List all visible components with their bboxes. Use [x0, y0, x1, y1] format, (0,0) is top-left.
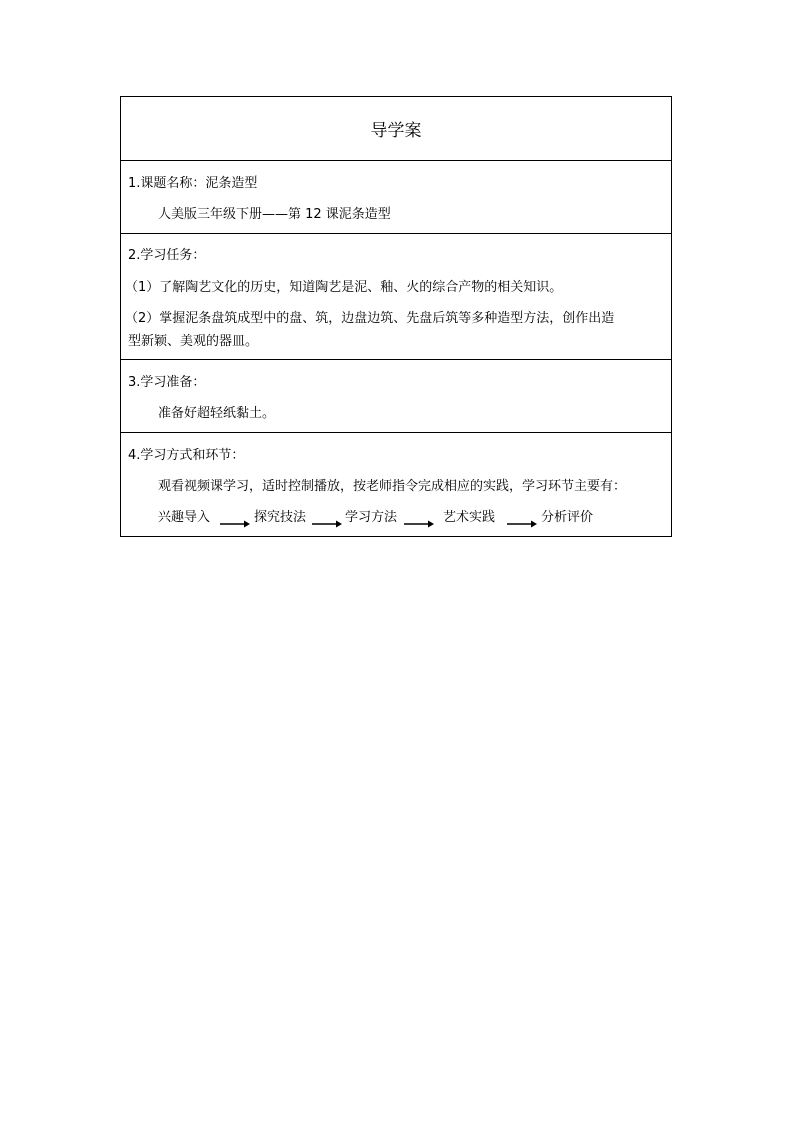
- page-title: 导学案: [370, 121, 422, 141]
- flow-step-5: 分析评价: [541, 510, 594, 525]
- method-line: 观看视频课学习，适时控制播放，按老师指令完成相应的实践，学习环节主要有：: [158, 479, 627, 494]
- section-preparation: [121, 359, 671, 432]
- section-topic: [121, 160, 671, 233]
- task-line-3: 型新颖、美观的器皿。: [128, 334, 259, 349]
- flow-step-1: 兴趣导入: [158, 510, 211, 525]
- flow-step-3: 学习方法: [345, 510, 398, 525]
- section-tasks: [121, 233, 671, 359]
- guide-table: [120, 96, 672, 537]
- title-row: [121, 97, 671, 160]
- task-line-1: （1）了解陶艺文化的历史，知道陶艺是泥、釉、火的综合产物的相关知识。: [125, 280, 563, 295]
- arrow-right-icon: [507, 519, 537, 529]
- arrow-right-icon: [220, 519, 250, 529]
- section-method: [121, 432, 671, 536]
- section-heading-topic: 1.课题名称：泥条造型: [128, 176, 258, 191]
- arrow-right-icon: [404, 519, 434, 529]
- section-heading-tasks: 2.学习任务：: [128, 248, 206, 263]
- section-heading-preparation: 3.学习准备：: [128, 375, 206, 390]
- task-line-2: （2）掌握泥条盘筑成型中的盘、筑，边盘边筑、先盘后筑等多种造型方法，创作出造: [125, 311, 615, 326]
- arrow-right-icon: [312, 519, 342, 529]
- flow-step-2: 探究技法: [254, 510, 307, 525]
- preparation-line: 准备好超轻纸黏土。: [158, 406, 276, 421]
- section-heading-method: 4.学习方式和环节：: [128, 448, 245, 463]
- flow-step-4: 艺术实践: [443, 510, 496, 525]
- topic-line: 人美版三年级下册——第 12 课泥条造型: [158, 207, 391, 222]
